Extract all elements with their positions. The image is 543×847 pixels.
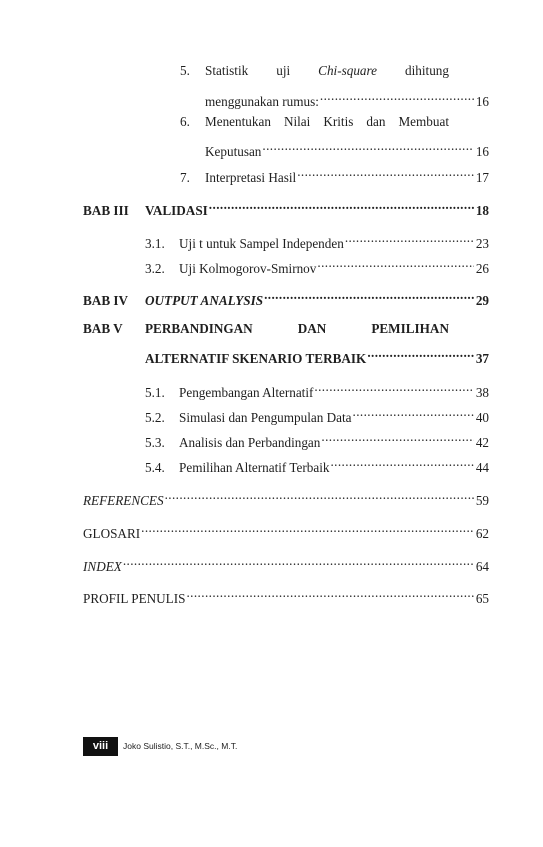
toc-entry-number: 5. <box>180 63 190 78</box>
toc-entry-word: Chi-square <box>318 63 378 78</box>
toc-entry-page: 38 <box>475 385 489 400</box>
toc-entry-number: 7. <box>180 170 190 185</box>
footer-author: Joko Sulistio, S.T., M.Sc., M.T. <box>123 741 238 751</box>
toc-entry-number: 5.2. <box>145 410 165 425</box>
toc-entry-page: 16 <box>475 144 489 159</box>
leader-dots <box>209 197 474 215</box>
toc-entry-page: 65 <box>475 591 489 606</box>
leader-dots <box>317 255 473 273</box>
toc-entry-page: 44 <box>475 460 489 475</box>
leader-dots <box>165 487 474 505</box>
toc-entry-page: 40 <box>475 410 489 425</box>
toc-entry-number: 3.2. <box>145 261 165 276</box>
toc-chapter-word: DAN <box>297 321 327 336</box>
toc-entry-page: 23 <box>475 236 489 251</box>
toc-section-3-2[interactable] <box>145 255 489 276</box>
toc-section-5-4[interactable] <box>145 454 489 475</box>
toc-chapter-4[interactable] <box>83 287 489 308</box>
toc-entry-label: menggunakan rumus: <box>205 94 319 109</box>
leader-dots <box>320 88 474 106</box>
toc-entry-label: GLOSARI <box>83 526 141 541</box>
toc-chapter-5-number-row <box>83 320 123 338</box>
toc-entry-page: 29 <box>475 293 489 308</box>
toc-entry-number: 6. <box>180 114 190 129</box>
leader-dots <box>321 429 473 447</box>
toc-entry-page: 62 <box>475 526 489 541</box>
toc-entry-page: 42 <box>475 435 489 450</box>
leader-dots <box>141 520 474 538</box>
toc-entry-5-number-row <box>180 62 190 80</box>
toc-entry-page: 64 <box>475 559 489 574</box>
toc-entry-word: Membuat <box>398 114 449 129</box>
toc-chapter-number: BAB III <box>83 203 129 218</box>
toc-chapter-title: VALIDASI <box>145 203 208 218</box>
toc-entry-label: Interpretasi Hasil <box>205 170 297 185</box>
toc-entry-number: 5.4. <box>145 460 165 475</box>
leader-dots <box>262 138 473 156</box>
toc-section-5-2[interactable] <box>145 404 489 425</box>
toc-entry-label: Simulasi dan Pengumpulan Data <box>179 410 352 425</box>
toc-entry-6-number-row <box>180 113 190 131</box>
toc-entry-page: 37 <box>475 351 489 366</box>
toc-entry-word: dihitung <box>405 63 449 78</box>
toc-entry-6-line1 <box>205 113 449 131</box>
toc-entry-page: 26 <box>475 261 489 276</box>
leader-dots <box>345 230 474 248</box>
toc-entry-label: Uji Kolmogorov-Smirnov <box>179 261 317 276</box>
toc-chapter-title: ALTERNATIF SKENARIO TERBAIK <box>145 351 367 366</box>
leader-dots <box>353 404 474 422</box>
toc-entry-label: Uji t untuk Sampel Independen <box>179 236 344 251</box>
toc-entry-page: 18 <box>475 203 489 218</box>
toc-chapter-number: BAB IV <box>83 293 129 308</box>
toc-chapter-word: PEMILIHAN <box>371 321 449 336</box>
toc-entry-7[interactable] <box>180 164 489 185</box>
toc-entry-5-line2[interactable] <box>205 88 489 109</box>
toc-entry-word: Nilai <box>283 114 311 129</box>
toc-entry-label: REFERENCES <box>83 493 164 508</box>
leader-dots <box>123 553 474 571</box>
toc-entry-word: uji <box>276 63 291 78</box>
toc-entry-number: 3.1. <box>145 236 165 251</box>
toc-entry-number: 5.1. <box>145 385 165 400</box>
toc-entry-label: INDEX <box>83 559 122 574</box>
toc-chapter-3[interactable] <box>83 197 489 218</box>
toc-chapter-5-line1 <box>145 320 449 338</box>
toc-entry-5-line1 <box>205 62 449 80</box>
leader-dots <box>186 585 473 603</box>
toc-glosari[interactable] <box>83 520 489 541</box>
toc-chapter-word: PERBANDINGAN <box>145 321 253 336</box>
page-number-badge: viii <box>83 737 118 756</box>
toc-chapter-number: BAB V <box>83 321 123 336</box>
toc-chapter-5-line2[interactable] <box>145 345 489 366</box>
toc-entry-page: 16 <box>475 94 489 109</box>
toc-entry-word: Kritis <box>323 114 354 129</box>
leader-dots <box>297 164 474 182</box>
leader-dots <box>314 379 473 397</box>
toc-entry-page: 59 <box>475 493 489 508</box>
toc-index[interactable] <box>83 553 489 574</box>
toc-entry-word: dan <box>366 114 386 129</box>
toc-section-5-1[interactable] <box>145 379 489 400</box>
toc-entry-word: Menentukan <box>205 114 271 129</box>
toc-entry-6-line2[interactable] <box>205 138 489 159</box>
leader-dots <box>330 454 473 472</box>
toc-entry-label: PROFIL PENULIS <box>83 591 186 606</box>
toc-entry-page: 17 <box>475 170 489 185</box>
leader-dots <box>367 345 473 363</box>
toc-section-5-3[interactable] <box>145 429 489 450</box>
leader-dots <box>264 287 474 305</box>
toc-entry-label: Keputusan <box>205 144 262 159</box>
toc-entry-label: Analisis dan Perbandingan <box>179 435 321 450</box>
toc-entry-word: Statistik <box>205 63 249 78</box>
toc-references[interactable] <box>83 487 489 508</box>
toc-entry-number: 5.3. <box>145 435 165 450</box>
toc-profil-penulis[interactable] <box>83 585 489 606</box>
toc-entry-label: Pemilihan Alternatif Terbaik <box>179 460 330 475</box>
toc-chapter-title: OUTPUT ANALYSIS <box>145 293 264 308</box>
toc-section-3-1[interactable] <box>145 230 489 251</box>
toc-entry-label: Pengembangan Alternatif <box>179 385 314 400</box>
